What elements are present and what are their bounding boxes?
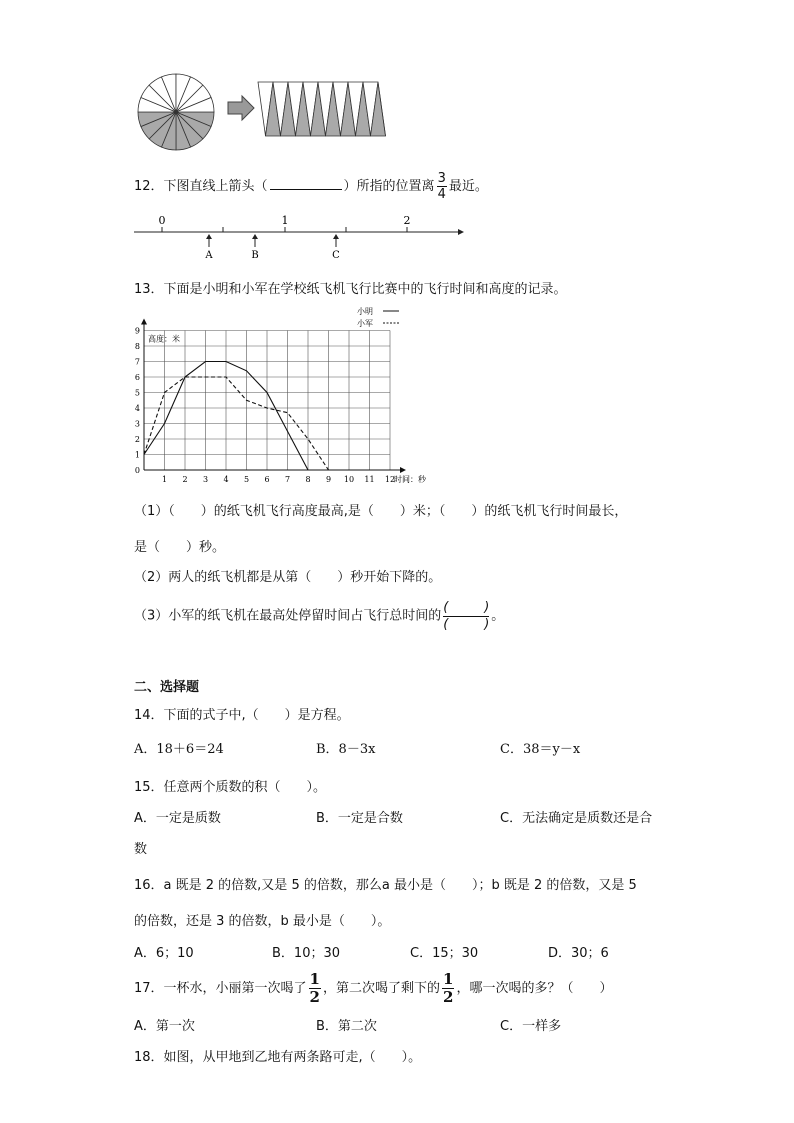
x-tick-label: 6 (264, 475, 270, 484)
tick-label-1: 1 (281, 214, 289, 227)
q13-part3: （3）小军的纸飞机在最高处停留时间占飞行总时间的 ( ) ( ) 。 (134, 600, 505, 632)
question-14: 14．下面的式子中,（ ）是方程。 (134, 708, 350, 723)
q16-option-a[interactable]: A．6；10 (134, 946, 194, 961)
q16-option-c[interactable]: C．15；30 (410, 946, 479, 961)
question-12 (134, 172, 488, 201)
y-tick-label: 5 (134, 388, 140, 398)
x-tick-label: 12 (384, 475, 396, 484)
answer-fraction-blank[interactable]: ( ) ( ) (443, 600, 490, 632)
fraction-three-quarters: $\frac{3}{4}$ (437, 171, 446, 202)
svg-text:A: A (205, 250, 213, 261)
q13-part1-line1: （1）（ ）的纸飞机飞行高度最高,是（ ）米；（ ）的纸飞机飞行时间最长， (134, 504, 628, 519)
fraction-one-half: $\frac{1}{2}$ (309, 970, 320, 1006)
x-tick-label: 5 (243, 475, 250, 484)
y-tick-label: 6 (134, 373, 140, 382)
y-tick-label: 9 (134, 326, 140, 336)
tick-label-2: 2 (403, 214, 411, 227)
x-tick-label: 4 (223, 475, 229, 484)
svg-text:B: B (251, 250, 259, 261)
legend-label: 小明 (357, 307, 373, 316)
x-tick-label: 11 (364, 475, 375, 484)
q14-option-c[interactable]: C．38＝y－x (500, 742, 581, 757)
y-tick-label: 1 (134, 450, 140, 460)
q12-tail: 最近。 (448, 179, 488, 194)
x-tick-label: 9 (325, 475, 332, 484)
x-tick-label: 10 (343, 475, 355, 484)
q12-close: ）所指的位置离 (343, 179, 435, 194)
q13-part2: （2）两人的纸飞机都是从第（ ）秒开始下降的。 (134, 570, 442, 585)
x-tick-label: 8 (305, 475, 311, 484)
tick-label-0: 0 (158, 214, 166, 227)
q14-option-b[interactable]: B．8－3x (316, 742, 376, 757)
q16-option-b[interactable]: B．10；30 (272, 946, 341, 961)
svg-text:C: C (332, 250, 340, 261)
y-axis-arrow-icon (141, 319, 147, 325)
question-15: 15．任意两个质数的积（ ）。 (134, 780, 327, 795)
y-tick-label: 4 (134, 404, 140, 413)
q15-option-c-wrap: 数 (134, 842, 148, 857)
y-tick-label: 7 (134, 357, 140, 367)
section-title: 二、选择题 (134, 680, 200, 695)
q12-answer-blank[interactable] (270, 177, 342, 190)
q16-option-d[interactable]: D．30；6 (548, 946, 609, 961)
question-16-line1: 16．a 既是 2 的倍数,又是 5 的倍数，那么a 最小是（ ）；b 既是 2 的倍数，又是 5 (134, 878, 637, 893)
q12-number: 12．下图直线上箭头（ (134, 179, 268, 194)
q15-option-c[interactable]: C．无法确定是质数还是合 (500, 811, 653, 826)
right-arrow-icon (228, 96, 254, 120)
question-17: 17．一杯水，小丽第一次喝了 $\frac{1}{2}$ ，第二次喝了剩下的 $\frac{1}{2}$ ，哪一次喝的多？（ ） (134, 970, 613, 1006)
q17-option-c[interactable]: C．一样多 (500, 1019, 562, 1034)
q15-option-b[interactable]: B．一定是合数 (316, 811, 403, 826)
circle-cut-figure (130, 70, 390, 154)
q17-option-b[interactable]: B．第二次 (316, 1019, 377, 1034)
arrow-c (332, 234, 340, 261)
y-tick-label: 8 (134, 342, 140, 351)
legend-label: 小军 (357, 319, 373, 328)
x-tick-label: 1 (161, 475, 168, 484)
flight-chart (130, 302, 460, 484)
x-tick-label: 7 (284, 475, 291, 484)
number-line (130, 210, 470, 262)
arrow-b (251, 234, 258, 261)
y-axis-label: 高度：米 (148, 334, 180, 344)
question-13: 13．下面是小明和小军在学校纸飞机飞行比赛中的飞行时间和高度的记录。 (134, 282, 567, 297)
x-tick-label: 3 (202, 475, 209, 484)
y-tick-label: 3 (134, 419, 140, 429)
q17-option-a[interactable]: A．第一次 (134, 1019, 195, 1034)
x-axis-arrow-icon (400, 467, 406, 473)
q13-part1-line2: 是（ ）秒。 (134, 540, 226, 555)
q15-option-a[interactable]: A．一定是质数 (134, 811, 221, 826)
x-axis-label: 时间：秒 (394, 475, 426, 484)
y-tick-label: 2 (134, 435, 140, 444)
question-16-line2: 的倍数，还是 3 的倍数，b 最小是（ ）。 (134, 914, 391, 929)
q14-option-a[interactable]: A．18＋6＝24 (134, 742, 224, 757)
x-tick-label: 2 (182, 475, 188, 484)
y-tick-label: 0 (134, 466, 140, 475)
arrow-a (204, 234, 213, 261)
question-18: 18．如图，从甲地到乙地有两条路可走,（ ）。 (134, 1050, 422, 1065)
fraction-one-half-2: $\frac{1}{2}$ (443, 970, 454, 1006)
